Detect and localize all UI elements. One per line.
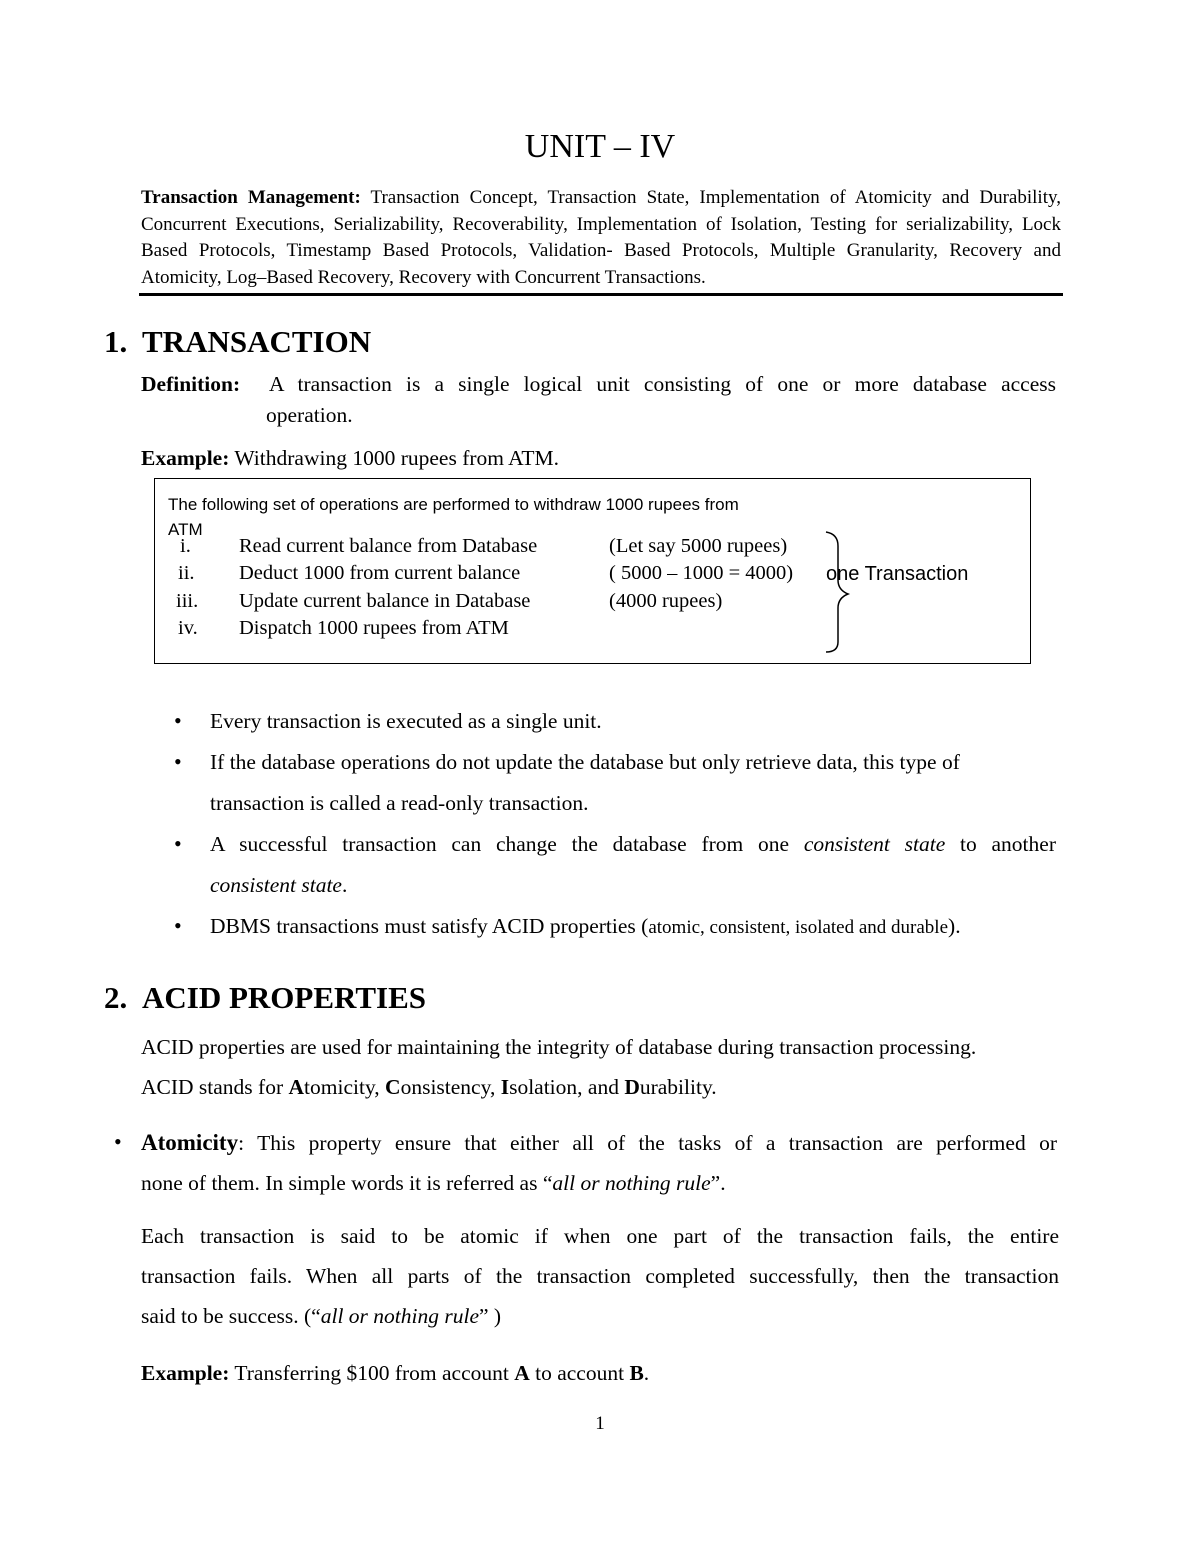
page-number: 1: [595, 1413, 605, 1434]
example-line: [141, 446, 559, 471]
atomicity-para-line-1: Each transaction is said to be atomic if when one part of the transaction fails, the entire: [141, 1224, 1059, 1248]
page-title: UNIT – IV: [524, 128, 676, 165]
bullet-icon: •: [174, 831, 182, 856]
step-number: ii.: [178, 562, 195, 584]
definition-label: Definition:: [141, 372, 241, 396]
syllabus-paragraph: [141, 185, 1061, 291]
section-number: 2.: [104, 980, 128, 1015]
box-intro-line-1: The following set of operations are performed to withdraw 1000 rupees from: [168, 495, 739, 514]
syllabus-label: Transaction Management:: [141, 187, 361, 208]
box-intro-line-2: ATM: [168, 520, 203, 539]
section-heading-transaction: [104, 324, 371, 360]
definition-line-2: operation.: [266, 403, 353, 427]
list-item: A successful transaction can change the database from one consistent state to another: [210, 832, 1056, 856]
section-number: 1.: [104, 324, 128, 359]
definition-line-1: A transaction is a single logical unit consisting of one or more database access: [269, 372, 1056, 396]
acid-example-line: Example: Transferring $100 from account A to account B.: [141, 1361, 650, 1385]
section-title: ACID PROPERTIES: [142, 980, 426, 1015]
atomicity-line-1: Atomicity: This property ensure that either all of the tasks of a transaction are performed or: [141, 1130, 1057, 1155]
example-label: Example:: [141, 446, 230, 470]
atomicity-para-line-2: transaction fails. When all parts of the transaction completed successfully, then the transaction: [141, 1264, 1059, 1288]
section-title: TRANSACTION: [142, 324, 372, 359]
atomicity-label: Atomicity: [141, 1130, 239, 1155]
step-note: ( 5000 – 1000 = 4000): [609, 562, 794, 584]
bullet-icon: •: [174, 708, 182, 733]
syllabus-text: Transaction Concept, Transaction State, Implementation of Atomicity and Durability, Concurrent Executions, Serializability, Recoverability, Implementation of Isolation, Testing for serializability, Lock Based Protocols, Timestamp Based Protocols, Validation- Based Protocols, Multiple Granularity, Recovery and Atomicity, Log–Based Recovery, Recovery with Concurrent Transactions.: [141, 187, 1061, 288]
list-item-continuation: consistent state.: [210, 873, 348, 897]
acid-intro-line-2: ACID stands for Atomicity, Consistency, Isolation, and Durability.: [141, 1075, 717, 1099]
step-text: Update current balance in Database: [239, 590, 531, 612]
section-heading-acid: [104, 980, 426, 1016]
step-number: iv.: [178, 617, 198, 639]
atomicity-para-line-3: said to be success. (“all or nothing rule” ): [141, 1304, 502, 1328]
list-item: Every transaction is executed as a single unit.: [210, 709, 602, 733]
box-intro: [168, 491, 868, 518]
list-item: If the database operations do not update the database but only retrieve data, this type of: [210, 750, 960, 774]
bullet-icon: •: [114, 1129, 122, 1154]
atomicity-line-2: none of them. In simple words it is referred as “all or nothing rule”.: [141, 1171, 726, 1195]
list-item: DBMS transactions must satisfy ACID properties (atomic, consistent, isolated and durable).: [210, 914, 961, 938]
step-number: i.: [180, 535, 191, 557]
bullet-icon: •: [174, 749, 182, 774]
list-item-continuation: transaction is called a read-only transaction.: [210, 791, 589, 815]
example-text: Withdrawing 1000 rupees from ATM.: [229, 446, 559, 470]
step-note: (4000 rupees): [609, 590, 723, 612]
step-note: (Let say 5000 rupees): [609, 535, 788, 557]
header-divider: [139, 293, 1063, 296]
step-text: Read current balance from Database: [239, 535, 538, 557]
step-text: Dispatch 1000 rupees from ATM: [239, 617, 509, 639]
step-number: iii.: [176, 590, 199, 612]
bullet-icon: •: [174, 913, 182, 938]
brace-label: one Transaction: [826, 563, 969, 585]
step-text: Deduct 1000 from current balance: [239, 562, 521, 584]
curly-brace-icon: [818, 528, 858, 656]
acid-intro-line-1: ACID properties are used for maintaining the integrity of database during transaction processing.: [141, 1035, 977, 1059]
